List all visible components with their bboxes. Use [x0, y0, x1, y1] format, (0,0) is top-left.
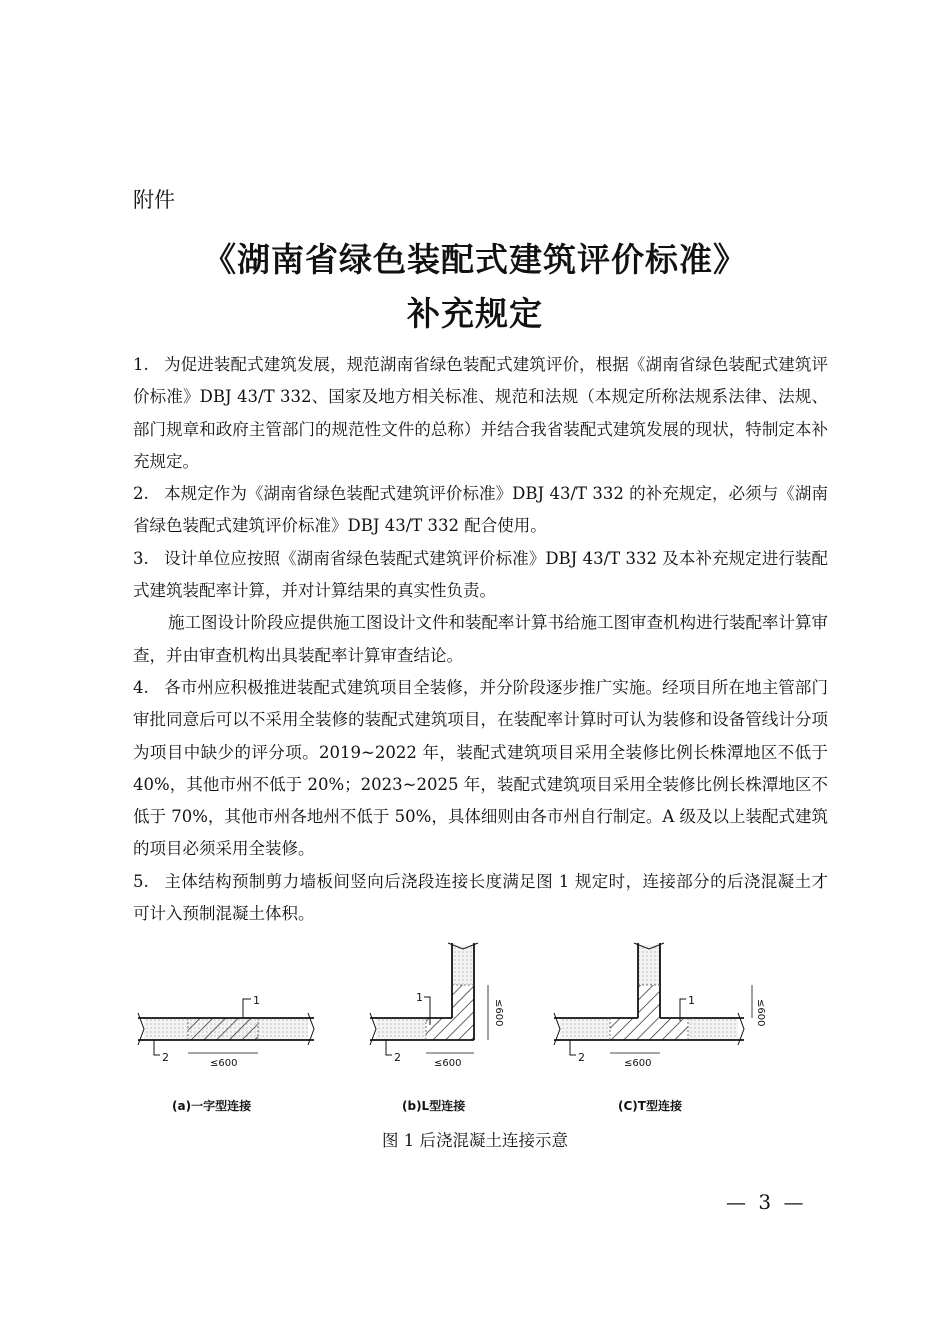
paragraph-text: 各市州应积极推进装配式建筑项目全装修，并分阶段逐步推广实施。经项目所在地主管部门审批同意后可以不采用全装修的装配式建筑项目，在装配率计算时可认为装修和设备管线计分项为项目中缺少的评分项。2019~2022 年，装配式建筑项目采用全装修比例长株潭地区不低于 40%，其他市州不低于 20%；2023~2025 年，装配式建筑项目采用全装修比例长株潭地区不低于 70%，其他市州各地州不低于 50%，具体细则由各市州自行制定。A 级及以上装配式建筑的项目必须采用全装修。 — [133, 677, 828, 859]
paragraph-1 — [133, 349, 828, 478]
paragraph-number: 4. — [133, 677, 149, 697]
paragraph-number: 5. — [133, 871, 149, 891]
callout-2: 2 — [394, 1051, 401, 1064]
paragraph-text: 设计单位应按照《湖南省绿色装配式建筑评价标准》DBJ 43/T 332 及本补充规定进行装配式建筑装配率计算，并对计算结果的真实性负责。 — [133, 548, 828, 601]
dimension-label: ≤600 — [624, 1058, 652, 1069]
callout-1: 1 — [416, 991, 423, 1004]
callout-1: 1 — [688, 994, 695, 1007]
dimension-label: ≤600 — [434, 1058, 462, 1069]
paragraph-text: 为促进装配式建筑发展，规范湖南省绿色装配式建筑评价，根据《湖南省绿色装配式建筑评价标准》DBJ 43/T 332、国家及地方相关标准、规范和法规（本规定所称法规系法律、法规、部门规章和政府主管部门的规范性文件的总称）并结合我省装配式建筑发展的现状，特制定本补充规定。 — [133, 355, 828, 471]
paragraph-2 — [133, 478, 828, 543]
panel-caption: (C)T型连接 — [618, 1099, 682, 1113]
callout-2: 2 — [578, 1051, 585, 1064]
paragraph-5 — [133, 866, 828, 931]
body-text — [133, 349, 828, 930]
callout-2: 2 — [162, 1051, 169, 1064]
attachment-label: 附件 — [133, 188, 175, 212]
paragraph-text: 施工图设计阶段应提供施工图设计文件和装配率计算书给施工图审查机构进行装配率计算审查，并由审查机构出具装配率计算审查结论。 — [133, 613, 828, 665]
paragraph-3-continuation — [133, 607, 828, 672]
diagram-t-connection — [554, 943, 766, 1113]
paragraph-text: 本规定作为《湖南省绿色装配式建筑评价标准》DBJ 43/T 332 的补充规定，必须与《湖南省绿色装配式建筑评价标准》DBJ 43/T 332 配合使用。 — [133, 484, 828, 536]
dimension-label-vertical: ≤600 — [493, 999, 504, 1027]
diagram-straight-connection — [138, 994, 314, 1113]
paragraph-3 — [133, 543, 828, 608]
paragraph-number: 2. — [133, 484, 149, 504]
paragraph-4 — [133, 672, 828, 866]
panel-caption: (b)L型连接 — [402, 1099, 466, 1113]
paragraph-number: 1. — [133, 355, 149, 374]
document-subtitle: 补充规定 — [407, 294, 543, 333]
callout-1: 1 — [253, 994, 260, 1007]
dimension-label: ≤600 — [210, 1058, 238, 1069]
diagram-l-connection — [370, 943, 504, 1113]
page-number: — 3 — — [726, 1190, 807, 1214]
document-title: 《湖南省绿色装配式建筑评价标准》 — [203, 240, 747, 279]
dimension-label-vertical: ≤600 — [755, 999, 766, 1027]
panel-caption: (a)一字型连接 — [172, 1099, 252, 1113]
paragraph-number: 3. — [133, 548, 149, 568]
connection-figure — [130, 935, 790, 1125]
paragraph-text: 主体结构预制剪力墙板间竖向后浇段连接长度满足图 1 规定时，连接部分的后浇混凝土才可计入预制混凝土体积。 — [133, 871, 828, 924]
figure-caption: 图 1 后浇混凝土连接示意 — [382, 1131, 568, 1150]
